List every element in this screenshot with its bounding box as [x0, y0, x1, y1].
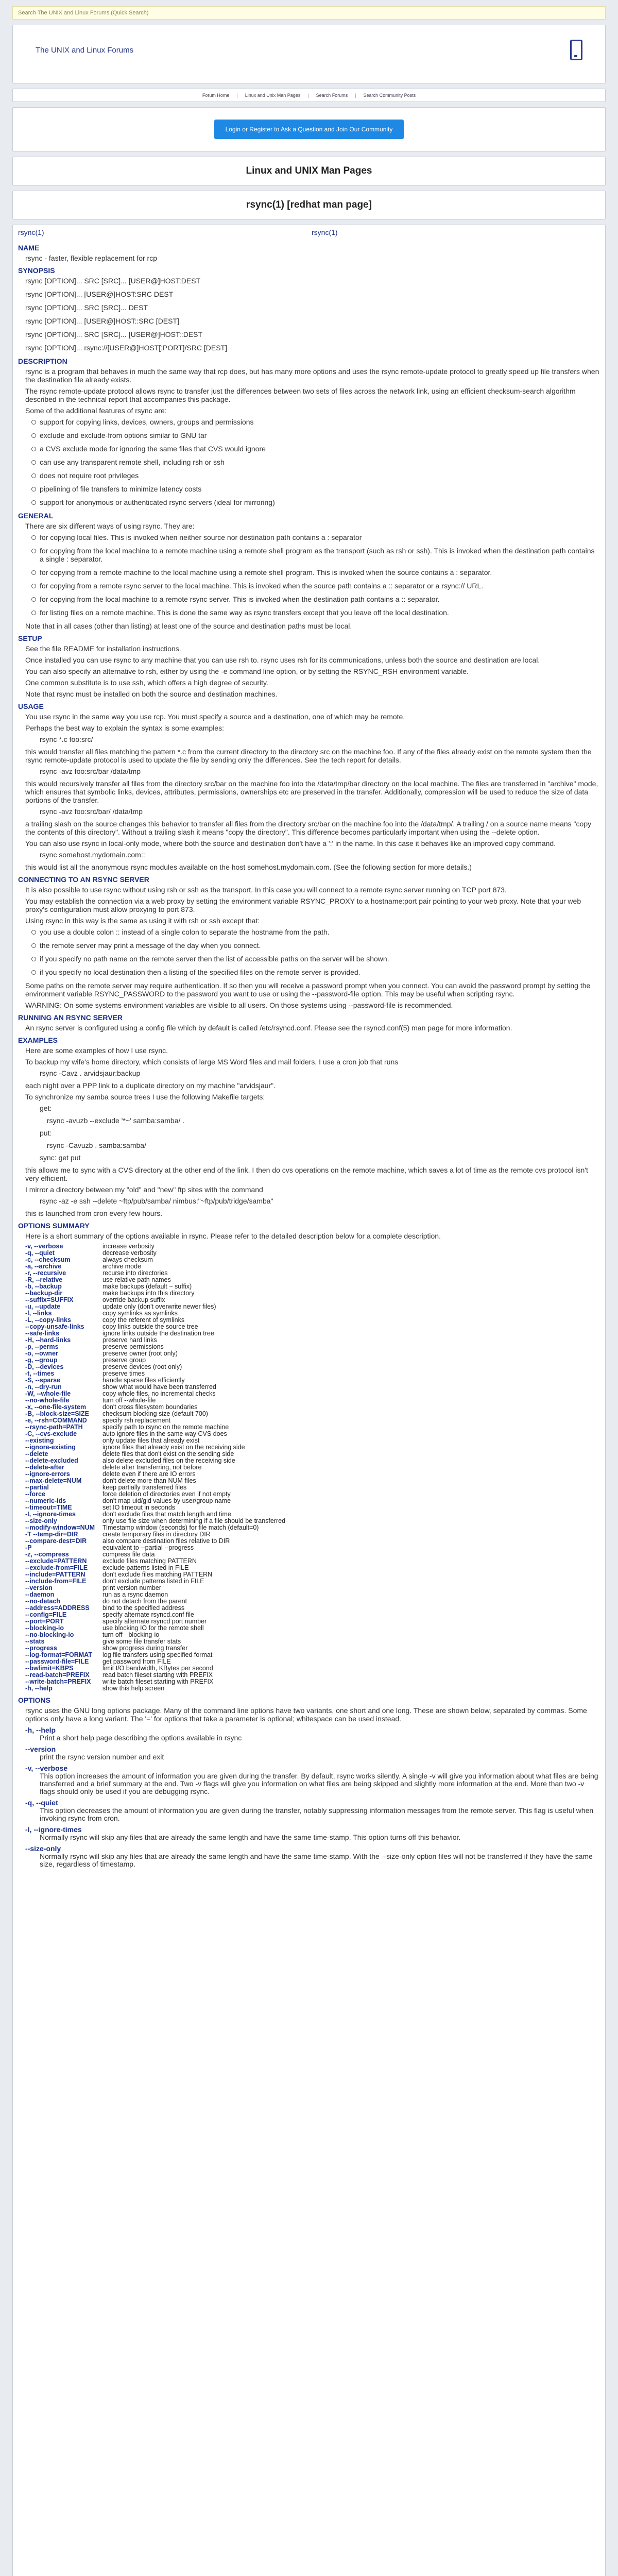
option-description: turn off --whole-file — [102, 1397, 156, 1404]
option-description: get password from FILE — [102, 1658, 171, 1665]
quick-search-placeholder: Search The UNIX and Linux Forums (Quick Search) — [18, 10, 149, 16]
option-description: override backup suffix — [102, 1296, 165, 1303]
connecting-paragraph: Some paths on the remote server may require authentication. If so then you will receive a password prompt when you connect. You can avoid the password prompt by setting the environment variable RSYNC_PASSWORD to the password you want to use or using the --password-file option. This may be useful when scripting rsync. — [25, 981, 591, 998]
makefile-target: put: — [40, 1129, 52, 1137]
option-description: make backups (default ~ suffix) — [102, 1283, 192, 1290]
option-detail-description: Print a short help page describing the options available in rsync — [40, 1734, 242, 1742]
option-description: log file transfers using specified format — [102, 1651, 213, 1658]
description-paragraph: The rsync remote-update protocol allows rsync to transfer just the differences between two sets of files across the network link, using an efficient checksum-search algorithm described in the technical report that accompanies this package. — [25, 387, 576, 403]
feature-item: does not require root privileges — [40, 471, 600, 480]
option-flag: --delete-excluded — [25, 1457, 78, 1464]
synopsis-line: rsync [OPTION]... [USER@]HOST:SRC DEST — [25, 290, 174, 298]
connecting-paragraph: Using rsync in this way is the same as using it with rsh or ssh except that: — [25, 917, 260, 925]
option-description: preserve group — [102, 1357, 146, 1364]
option-flag: -o, --owner — [25, 1350, 58, 1357]
section-options: OPTIONS — [18, 1696, 51, 1704]
option-flag: -q, --quiet — [25, 1249, 55, 1257]
option-flag: -I, --ignore-times — [25, 1511, 76, 1518]
option-detail-flag: -q, --quiet — [25, 1799, 58, 1807]
option-description: Timestamp window (seconds) for file match (default=0) — [102, 1524, 259, 1531]
section-setup: SETUP — [18, 634, 42, 642]
option-description: also compare destination files relative to DIR — [102, 1537, 230, 1545]
breadcrumb-nav — [12, 89, 606, 102]
option-flag: --force — [25, 1490, 45, 1498]
option-description: do not detach from the parent — [102, 1598, 187, 1605]
feature-item: can use any transparent remote shell, including rsh or ssh — [40, 458, 600, 466]
option-detail-flag: -h, --help — [25, 1726, 56, 1734]
man-page-content — [12, 225, 606, 2576]
section-name: NAME — [18, 244, 40, 252]
option-flag: --suffix=SUFFIX — [25, 1296, 74, 1303]
examples-command: rsync -Cavz . arvidsjaur:backup — [40, 1069, 141, 1077]
option-description: copy whole files, no incremental checks — [102, 1390, 216, 1397]
option-flag: -L, --copy-links — [25, 1316, 71, 1324]
option-description: auto ignore files in the same way CVS does — [102, 1430, 227, 1437]
option-flag: -n, --dry-run — [25, 1383, 62, 1391]
section-general: GENERAL — [18, 512, 54, 520]
option-flag: -T --temp-dir=DIR — [25, 1531, 78, 1538]
option-description: copy the referent of symlinks — [102, 1316, 185, 1324]
usage-paragraph: this would list all the anonymous rsync modules available on the host somehost.mydomain.com. (See the following section for more details.) — [25, 863, 472, 871]
option-flag: -g, --group — [25, 1357, 58, 1364]
feature-item: exclude and exclude-from options similar to GNU tar — [40, 431, 600, 439]
option-description: write batch fileset starting with PREFIX — [102, 1678, 214, 1685]
options-detail-list — [18, 1726, 600, 1868]
option-description: don't exclude files matching PATTERN — [102, 1571, 213, 1578]
option-flag: -r, --recursive — [25, 1269, 66, 1277]
option-description: create temporary files in directory DIR — [102, 1531, 211, 1538]
option-flag: --max-delete=NUM — [25, 1477, 82, 1484]
feature-item: a CVS exclude mode for ignoring the same files that CVS would ignore — [40, 445, 600, 453]
option-description: recurse into directories — [102, 1269, 168, 1277]
option-flag: --copy-unsafe-links — [25, 1323, 84, 1330]
option-description: give some file transfer stats — [102, 1638, 181, 1645]
option-flag: --delete-after — [25, 1464, 64, 1471]
name-text: rsync - faster, flexible replacement for rcp — [25, 254, 157, 262]
option-flag: --existing — [25, 1437, 54, 1444]
option-flag: --exclude=PATTERN — [25, 1557, 87, 1565]
examples-paragraph: I mirror a directory between my "old" and "new" ftp sites with the command — [25, 1185, 263, 1194]
section-examples: EXAMPLES — [18, 1036, 58, 1044]
usage-command: rsync -avz foo:src/bar/ /data/tmp — [40, 807, 143, 816]
option-flag: --safe-links — [25, 1330, 59, 1337]
option-flag: --backup-dir — [25, 1290, 63, 1297]
setup-paragraph: You can also specify an alternative to rsh, either by using the -e command line option, or by setting the RSYNC_RSH environment variable. — [25, 667, 469, 675]
option-detail-flag: --version — [25, 1745, 56, 1753]
section-running: RUNNING AN RSYNC SERVER — [18, 1013, 123, 1022]
option-flag: --no-whole-file — [25, 1397, 70, 1404]
connecting-item: you use a double colon :: instead of a single colon to separate the hostname from the path. — [40, 928, 600, 936]
usage-command: rsync somehost.mydomain.com:: — [40, 851, 145, 859]
makefile-command: rsync -avuzb --exclude '*~' samba:samba/ . — [47, 1116, 185, 1125]
option-description: increase verbosity — [102, 1243, 154, 1250]
description-paragraph: rsync is a program that behaves in much the same way that rcp does, but has many more options and uses the rsync remote-update protocol to greatly speed up file transfers when the destination file already exists. — [25, 367, 599, 384]
option-detail-description: Normally rsync will skip any files that are already the same length and have the same time-stamp. With the --size-only option files will not be transferred if they have the same size, regardless of timestamp. — [40, 1852, 593, 1868]
option-description: preserve hard links — [102, 1336, 157, 1344]
mobile-icon[interactable] — [570, 40, 582, 60]
login-register-button[interactable]: Login or Register to Ask a Question and Join Our Community — [214, 120, 404, 139]
option-flag: -e, --rsh=COMMAND — [25, 1417, 87, 1424]
man-header — [13, 225, 605, 240]
general-way-item: for listing files on a remote machine. This is done the same way as rsync transfers except that you leave off the local destination. — [40, 608, 600, 617]
section-connecting: CONNECTING TO AN RSYNC SERVER — [18, 875, 149, 884]
option-flag: -W, --whole-file — [25, 1390, 71, 1397]
description-paragraph: Some of the additional features of rsync are: — [25, 406, 167, 415]
connecting-paragraph: WARNING: On some systems environment variables are visible to all users. On those systems using --password-file is recommended. — [25, 1001, 453, 1009]
option-description: archive mode — [102, 1263, 142, 1270]
option-flag: -R, --relative — [25, 1276, 63, 1283]
option-description: preserve times — [102, 1370, 145, 1377]
option-flag: --version — [25, 1584, 53, 1591]
option-flag: --partial — [25, 1484, 49, 1491]
option-description: don't cross filesystem boundaries — [102, 1403, 198, 1411]
option-flag: --no-detach — [25, 1598, 61, 1605]
option-description: show what would have been transferred — [102, 1383, 216, 1391]
option-flag: -v, --verbose — [25, 1243, 63, 1250]
nav-search-forums[interactable]: Search Forums — [316, 93, 348, 98]
option-flag: --ignore-errors — [25, 1470, 70, 1478]
option-flag: --exclude-from=FILE — [25, 1564, 88, 1571]
option-description: compress file data — [102, 1551, 155, 1558]
general-intro: There are six different ways of using rsync. They are: — [25, 522, 195, 530]
option-description: specify path to rsync on the remote machine — [102, 1423, 229, 1431]
option-summary-row — [25, 1685, 600, 1692]
feature-item: support for copying links, devices, owners, groups and permissions — [40, 418, 600, 426]
option-flag: --ignore-existing — [25, 1444, 76, 1451]
option-description: don't delete more than NUM files — [102, 1477, 196, 1484]
general-way-item: for copying from a remote rsync server to the local machine. This is invoked when the source path contains a :: separator or a rsync:// URL. — [40, 582, 600, 590]
man-body — [13, 244, 605, 1868]
option-description: limit I/O bandwidth, KBytes per second — [102, 1665, 213, 1672]
option-description: update only (don't overwrite newer files) — [102, 1303, 216, 1310]
option-description: set IO timeout in seconds — [102, 1504, 176, 1511]
option-detail-description: This option increases the amount of information you are given during the transfer. By default, rsync works silently. A single -v will give you information about what files are being transferred and a brief summary at the end. Two -v flags will give you information on what files are being skipped and slightly more information at the end. More than two -v flags should only be used if you are debugging rsync. — [40, 1772, 598, 1795]
option-flag: -x, --one-file-system — [25, 1403, 87, 1411]
option-description: bind to the specified address — [102, 1604, 185, 1612]
setup-paragraph: Note that rsync must be installed on both the source and destination machines. — [25, 690, 278, 698]
option-description: preserve permissions — [102, 1343, 164, 1350]
option-flag: -b, --backup — [25, 1283, 62, 1290]
option-flag: --timeout=TIME — [25, 1504, 72, 1511]
usage-paragraph: a trailing slash on the source changes this behavior to transfer all files from the directory src/bar on the machine foo into the /data/tmp/. A trailing / on a source name means "copy the contents of this directory". Without a trailing slash it means "copy the directory". This difference becomes particularly important when using the --delete option. — [25, 820, 592, 836]
setup-paragraph: See the file README for installation instructions. — [25, 645, 181, 653]
general-way-item: for copying from a remote machine to the local machine using a remote shell program. This is invoked when the source contains a : separator. — [40, 568, 600, 577]
option-description: show progress during transfer — [102, 1645, 188, 1652]
feature-item: support for anonymous or authenticated rsync servers (ideal for mirroring) — [40, 498, 600, 506]
nav-separator: | — [307, 93, 309, 98]
nav-search-community-posts[interactable]: Search Community Posts — [363, 93, 416, 98]
option-flag: --write-batch=PREFIX — [25, 1678, 91, 1685]
option-flag: -h, --help — [25, 1685, 53, 1692]
option-flag: --include-from=FILE — [25, 1578, 87, 1585]
setup-paragraph: One common substitute is to use ssh, which offers a high degree of security. — [25, 679, 268, 687]
option-flag: -D, --devices — [25, 1363, 64, 1370]
option-description: don't exclude patterns listed in FILE — [102, 1578, 204, 1585]
option-description: ignore links outside the destination tree — [102, 1330, 214, 1337]
examples-paragraph: Here are some examples of how I use rsync. — [25, 1046, 168, 1055]
option-flag: --modify-window=NUM — [25, 1524, 95, 1531]
option-description: preserve devices (root only) — [102, 1363, 182, 1370]
option-flag: --address=ADDRESS — [25, 1604, 90, 1612]
option-detail-flag: -I, --ignore-times — [25, 1825, 82, 1834]
site-header — [12, 25, 606, 83]
option-flag: -p, --perms — [25, 1343, 59, 1350]
option-description: only use file size when determining if a file should be transferred — [102, 1517, 286, 1524]
option-description: equivalent to --partial --progress — [102, 1544, 194, 1551]
nav-forum-home[interactable]: Forum Home — [202, 93, 230, 98]
makefile-target: get: — [40, 1104, 52, 1112]
options-summary-list — [25, 1243, 600, 1692]
option-description: show this help screen — [102, 1685, 165, 1692]
synopsis-line: rsync [OPTION]... SRC [SRC]... [USER@]HOST:DEST — [25, 277, 201, 285]
option-description: also delete excluded files on the receiving side — [102, 1457, 235, 1464]
usage-paragraph: this would recursively transfer all files from the directory src/bar on the machine foo into the /data/tmp/bar directory on the local machine. The files are transferred in "archive" mode, which ensures that symbolic links, devices, attributes, permissions, ownerships etc are preserved in the transfer. Additionally, compression will be used to reduce the size of data portions of the transfer. — [25, 779, 598, 804]
option-description: specify alternate rsyncd port number — [102, 1618, 207, 1625]
option-flag: --password-file=FILE — [25, 1658, 89, 1665]
option-flag: --numeric-ids — [25, 1497, 66, 1504]
option-description: checksum blocking size (default 700) — [102, 1410, 208, 1417]
examples-paragraph: To synchronize my samba source trees I use the following Makefile targets: — [25, 1093, 265, 1101]
option-flag: -t, --times — [25, 1370, 55, 1377]
examples-command: rsync -az -e ssh --delete ~ftp/pub/samba/ nimbus:"~ftp/pub/tridge/samba" — [40, 1197, 273, 1205]
option-flag: --stats — [25, 1638, 45, 1645]
option-description: keep partially transferred files — [102, 1484, 187, 1491]
option-description: ignore files that already exist on the receiving side — [102, 1444, 245, 1451]
option-flag: --rsync-path=PATH — [25, 1423, 83, 1431]
usage-paragraph: this would transfer all files matching the pattern *.c from the current directory to the directory src on the machine foo. If any of the files already exist on the remote system then the rsync remote-update protocol is used to update the file by sending only the differences. See the tech report for details. — [25, 748, 592, 764]
connecting-item: the remote server may print a message of the day when you connect. — [40, 941, 600, 950]
section-synopsis: SYNOPSIS — [18, 266, 55, 275]
option-flag: -c, --checksum — [25, 1256, 71, 1263]
option-description: print version number — [102, 1584, 161, 1591]
option-description: don't exclude files that match length and time — [102, 1511, 231, 1518]
option-description: copy links outside the source tree — [102, 1323, 198, 1330]
synopsis-line: rsync [OPTION]... [USER@]HOST::SRC [DEST] — [25, 317, 179, 325]
option-flag: --port=PORT — [25, 1618, 64, 1625]
makefile-target: sync: get put — [40, 1154, 81, 1162]
man-page-title: rsync(1) [redhat man page] — [12, 191, 606, 219]
nav-separator: | — [355, 93, 356, 98]
features-list — [18, 418, 600, 506]
section-usage: USAGE — [18, 702, 44, 710]
option-flag: -C, --cvs-exclude — [25, 1430, 77, 1437]
option-flag: --include=PATTERN — [25, 1571, 85, 1578]
option-flag: --daemon — [25, 1591, 55, 1598]
option-description: always checksum — [102, 1256, 153, 1263]
option-description: make backups into this directory — [102, 1290, 195, 1297]
option-description: handle sparse files efficiently — [102, 1377, 185, 1384]
option-flag: -H, --hard-links — [25, 1336, 71, 1344]
connecting-list — [18, 928, 600, 976]
option-flag: -P — [25, 1544, 32, 1551]
option-description: preserve owner (root only) — [102, 1350, 178, 1357]
man-header-left: rsync(1) — [18, 228, 44, 236]
option-description: delete after transferring, not before — [102, 1464, 202, 1471]
option-description: use relative path names — [102, 1276, 171, 1283]
usage-command: rsync *.c foo:src/ — [40, 735, 93, 743]
option-description: decrease verbosity — [102, 1249, 157, 1257]
option-detail-description: print the rsync version number and exit — [40, 1753, 164, 1761]
general-ways-list — [18, 533, 600, 617]
option-description: delete even if there are IO errors — [102, 1470, 196, 1478]
synopsis-line: rsync [OPTION]... SRC [SRC]... DEST — [25, 303, 148, 312]
option-description: turn off --blocking-io — [102, 1631, 160, 1638]
option-detail-description: This option decreases the amount of information you are given during the transfer, notably suppressing information messages from the remote server. This flag is useful when invoking rsync from cron. — [40, 1806, 594, 1822]
section-description: DESCRIPTION — [18, 357, 67, 365]
quick-search-bar[interactable] — [12, 6, 606, 20]
usage-command: rsync -avz foo:src/bar /data/tmp — [40, 767, 141, 775]
general-way-item: for copying local files. This is invoked when neither source nor destination path contains a : separator — [40, 533, 600, 541]
feature-item: pipelining of file transfers to minimize latency costs — [40, 485, 600, 493]
option-flag: --log-format=FORMAT — [25, 1651, 92, 1658]
general-way-item: for copying from the local machine to a remote rsync server. This is invoked when the destination path contains a :: separator. — [40, 595, 600, 603]
option-description: run as a rsync daemon — [102, 1591, 168, 1598]
connecting-item: if you specify no path name on the remote server then the list of accessible paths on the server will be shown. — [40, 955, 600, 963]
makefile-command: rsync -Cavuzb . samba:samba/ — [47, 1141, 146, 1149]
usage-paragraph: Perhaps the best way to explain the syntax is some examples: — [25, 724, 224, 732]
option-description: exclude patterns listed in FILE — [102, 1564, 189, 1571]
options-intro: rsync uses the GNU long options package. Many of the command line options have two variants, one short and one long. These are shown below, separated by commas. Some options only have a long variant. The '=' for options that take a parameter is optional; whitespace can be used instead. — [25, 1706, 587, 1723]
option-flag: --size-only — [25, 1517, 57, 1524]
option-flag: -a, --archive — [25, 1263, 62, 1270]
option-flag: -B, --block-size=SIZE — [25, 1410, 89, 1417]
nav-man-pages[interactable]: Linux and Unix Man Pages — [245, 93, 301, 98]
option-detail-description: Normally rsync will skip any files that are already the same length and have the same time-stamp. This option turns off this behavior. — [40, 1833, 461, 1841]
option-description: don't map uid/gid values by user/group name — [102, 1497, 231, 1504]
option-description: force deletion of directories even if not empty — [102, 1490, 231, 1498]
general-way-item: for copying from the local machine to a remote machine using a remote shell program as the transport (such as rsh or ssh). This is invoked when the destination path contains a single : separator. — [40, 547, 600, 563]
option-flag: -u, --update — [25, 1303, 61, 1310]
option-flag: --bwlimit=KBPS — [25, 1665, 74, 1672]
option-description: exclude files matching PATTERN — [102, 1557, 197, 1565]
option-description: use blocking IO for the remote shell — [102, 1624, 204, 1632]
running-paragraph: An rsync server is configured using a config file which by default is called /etc/rsyncd.conf. Please see the rsyncd.conf(5) man page for more information. — [25, 1024, 512, 1032]
option-description: read batch fileset starting with PREFIX — [102, 1671, 213, 1679]
option-description: only update files that already exist — [102, 1437, 200, 1444]
synopsis-line: rsync [OPTION]... rsync://[USER@]HOST[:PORT]/SRC [DEST] — [25, 344, 227, 352]
section-options-summary: OPTIONS SUMMARY — [18, 1222, 90, 1230]
login-panel — [12, 107, 606, 151]
examples-paragraph: this allows me to sync with a CVS directory at the other end of the link. I then do cvs operations on the remote machine, which saves a lot of time as the remote cvs protocol isn't very efficient. — [25, 1166, 588, 1182]
options-summary-intro: Here is a short summary of the options available in rsync. Please refer to the detailed description below for a complete description. — [25, 1232, 441, 1240]
synopsis-line: rsync [OPTION]... SRC [SRC]... [USER@]HOST::DEST — [25, 330, 203, 338]
page-title: Linux and UNIX Man Pages — [12, 157, 606, 185]
option-flag: -S, --sparse — [25, 1377, 61, 1384]
examples-paragraph: this is launched from cron every few hours. — [25, 1209, 163, 1217]
connecting-paragraph: You may establish the connection via a web proxy by setting the environment variable RSYNC_PROXY to a hostname:port pair pointing to your web proxy. Note that your web proxy's configuration must allow proxying to port 873. — [25, 897, 581, 913]
examples-paragraph: each night over a PPP link to a duplicate directory on my machine "arvidsjaur". — [25, 1081, 276, 1090]
option-description: specify rsh replacement — [102, 1417, 171, 1424]
option-flag: --blocking-io — [25, 1624, 64, 1632]
man-header-mid: rsync(1) — [312, 228, 338, 236]
examples-paragraph: To backup my wife's home directory, which consists of large MS Word files and mail folders, I use a cron job that runs — [25, 1058, 399, 1066]
usage-paragraph: You can also use rsync in local-only mode, where both the source and destination don't have a ':' in the name. In this case it behaves like an improved copy command. — [25, 839, 556, 848]
option-flag: -l, --links — [25, 1310, 52, 1317]
option-detail-flag: --size-only — [25, 1844, 61, 1853]
option-flag: --config=FILE — [25, 1611, 67, 1618]
option-flag: --progress — [25, 1645, 57, 1652]
usage-paragraph: You use rsync in the same way you use rcp. You must specify a source and a destination, one of which may be remote. — [25, 713, 405, 721]
option-flag: --compare-dest=DIR — [25, 1537, 87, 1545]
option-flag: --read-batch=PREFIX — [25, 1671, 90, 1679]
site-title-link[interactable]: The UNIX and Linux Forums — [36, 46, 134, 55]
option-flag: -z, --compress — [25, 1551, 69, 1558]
option-description: copy symlinks as symlinks — [102, 1310, 178, 1317]
option-flag: --delete — [25, 1450, 48, 1458]
setup-paragraph: Once installed you can use rsync to any machine that you can use rsh to. rsync uses rsh for its communications, unless both the source and destination are local. — [25, 656, 540, 664]
nav-separator: | — [236, 93, 238, 98]
connecting-item: if you specify no local destination then a listing of the specified files on the remote server is provided. — [40, 968, 600, 976]
option-description: delete files that don't exist on the sending side — [102, 1450, 234, 1458]
option-description: specify alternate rsyncd.conf file — [102, 1611, 194, 1618]
connecting-paragraph: It is also possible to use rsync without using rsh or ssh as the transport. In this case you will connect to a remote rsync server running on TCP port 873. — [25, 886, 507, 894]
option-detail-flag: -v, --verbose — [25, 1764, 68, 1772]
option-flag: --no-blocking-io — [25, 1631, 74, 1638]
general-note: Note that in all cases (other than listing) at least one of the source and destination paths must be local. — [25, 622, 352, 630]
